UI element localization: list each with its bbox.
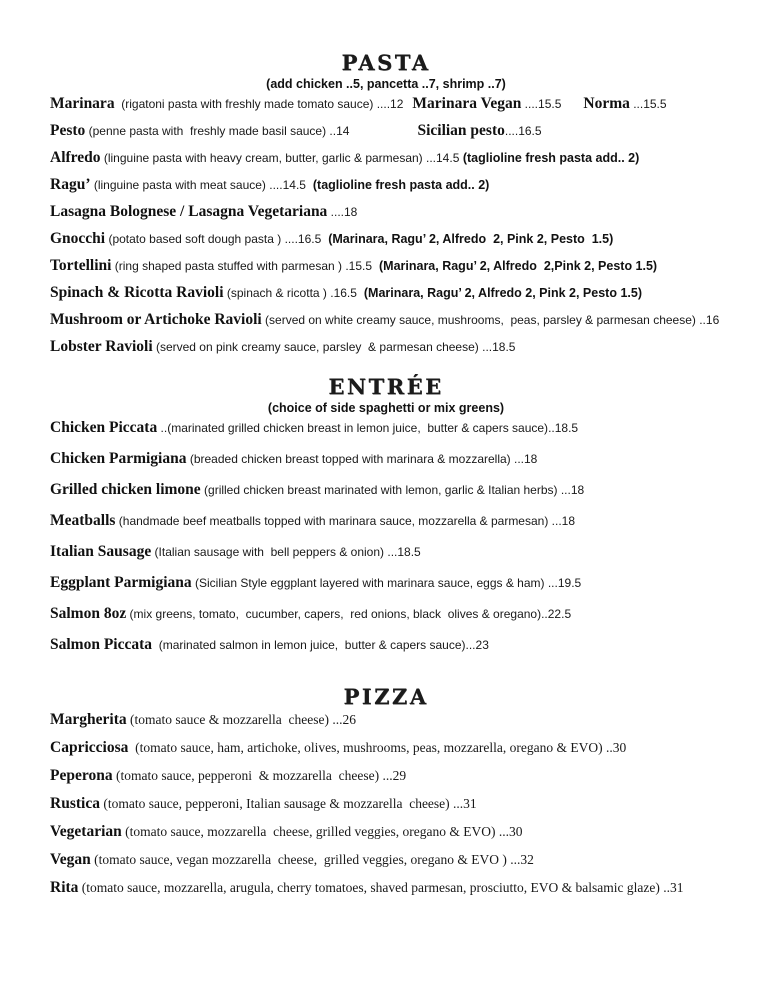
item-sibling (412, 95, 561, 112)
item-name: Tortellini (50, 257, 112, 274)
menu-item-row (50, 823, 768, 841)
item-description: (ring shaped pasta stuffed with parmesan ) (111, 259, 343, 273)
item-price: ..30 (602, 740, 627, 755)
item-name: Alfredo (50, 149, 101, 166)
item-price: ....18 (327, 205, 358, 219)
item-price: ...15.5 (629, 97, 667, 111)
item-name: Norma (583, 95, 630, 112)
item-price: ...32 (506, 852, 534, 867)
item-price: ...26 (329, 712, 357, 727)
menu-item-row (50, 543, 768, 561)
menu-item-row (50, 95, 768, 113)
menu-item-row (50, 257, 768, 275)
item-note: (Marinara, Ragu’ 2, Alfredo 2, Pink 2, Pesto 1.5) (321, 232, 614, 246)
item-description: (tomato sauce, pepperoni, Italian sausage & mozzarella cheese) (99, 796, 450, 811)
menu-item-row (50, 879, 768, 897)
item-price: ....16.5 (504, 124, 542, 138)
item-price: ...23 (465, 638, 489, 652)
item-name: Grilled chicken limone (50, 481, 201, 498)
item-price: ....16.5 (281, 232, 322, 246)
item-name: Margherita (50, 711, 127, 728)
item-description: (mix greens, tomato, cucumber, capers, red onions, black olives & oregano) (126, 607, 542, 621)
item-price: ...29 (379, 768, 407, 783)
section-subtitle: (add chicken ..5, pancetta ..7, shrimp ..7) (266, 77, 506, 91)
menu-item-row (50, 767, 768, 785)
item-description: (potato based soft dough pasta ) (105, 232, 282, 246)
section-items (0, 419, 772, 654)
item-sibling (417, 122, 541, 139)
item-description: (Italian sausage with bell peppers & onion) (151, 545, 385, 559)
menu-item-row (50, 481, 768, 499)
item-description: ..(marinated grilled chicken breast in lemon juice, butter & capers sauce) (157, 421, 549, 435)
item-price: ....12 (373, 97, 404, 111)
item-note: (taglioline fresh pasta add.. 2) (305, 178, 490, 192)
item-description: (tomato sauce & mozzarella cheese) (126, 712, 330, 727)
item-price: ...18 (548, 514, 576, 528)
item-price: ...19.5 (544, 576, 582, 590)
item-name: Chicken Piccata (50, 419, 158, 436)
item-name: Rita (50, 879, 79, 896)
menu-item-row (50, 203, 768, 221)
item-description: (penne pasta with freshly made basil sauce) (85, 124, 327, 138)
item-description: (tomato sauce, vegan mozzarella cheese, grilled veggies, oregano & EVO ) (90, 852, 507, 867)
item-description: (tomato sauce, mozzarella cheese, grilled veggies, oregano & EVO) (121, 824, 496, 839)
item-name: Sicilian pesto (417, 122, 505, 139)
item-name: Peperona (50, 767, 113, 784)
section-title: PIZZA (343, 684, 429, 709)
item-price: ...14.5 (422, 151, 460, 165)
item-name: Salmon Piccata (50, 636, 153, 653)
menu-item-row (50, 636, 768, 654)
menu-item-row (50, 739, 768, 757)
item-name: Chicken Parmigiana (50, 450, 187, 467)
item-price: ....14.5 (265, 178, 306, 192)
menu-item-row (50, 149, 768, 167)
item-price: .16.5 (326, 286, 357, 300)
section-subtitle: (choice of side spaghetti or mix greens) (267, 401, 505, 415)
section-entree (0, 374, 772, 654)
item-name: Vegetarian (50, 823, 122, 840)
item-name: Mushroom or Artichoke Ravioli (50, 311, 262, 328)
item-description: (spinach & ricotta ) (223, 286, 327, 300)
item-price: ...30 (495, 824, 523, 839)
menu-item-row (50, 419, 768, 437)
menu-item-row (50, 605, 768, 623)
item-note: (taglioline fresh pasta add.. 2) (459, 151, 640, 165)
item-price: ....15.5 (521, 97, 562, 111)
item-name: Spinach & Ricotta Ravioli (50, 284, 224, 301)
item-price: ..22.5 (541, 607, 572, 621)
menu-item-row (50, 176, 768, 194)
item-description: (served on white creamy sauce, mushrooms, peas, parsley & parmesan cheese) (261, 313, 696, 327)
item-description: (rigatoni pasta with freshly made tomato sauce) (114, 97, 374, 111)
item-description: (tomato sauce, ham, artichoke, olives, mushrooms, peas, mozzarella, oregano & EVO) (128, 740, 603, 755)
section-pizza (0, 684, 772, 897)
item-price: ...18.5 (384, 545, 421, 559)
item-note: (Marinara, Ragu’ 2, Alfredo 2,Pink 2, Pesto 1.5) (372, 259, 658, 273)
item-description: (handmade beef meatballs topped with marinara sauce, mozzarella & parmesan) (115, 514, 549, 528)
item-price: ...31 (449, 796, 477, 811)
item-name: Vegan (50, 851, 91, 868)
item-name: Marinara Vegan (412, 95, 522, 112)
menu-item-row (50, 450, 768, 468)
item-name: Capricciosa (50, 739, 129, 756)
item-price: ..31 (659, 880, 684, 895)
section-items (0, 95, 772, 356)
item-description: (Sicilian Style eggplant layered with marinara sauce, eggs & ham) (191, 576, 545, 590)
item-description: (grilled chicken breast marinated with lemon, garlic & Italian herbs) (200, 483, 558, 497)
menu-item-row (50, 284, 768, 302)
item-note: (Marinara, Ragu’ 2, Alfredo 2, Pink 2, Pesto 1.5) (356, 286, 642, 300)
menu-item-row (50, 230, 768, 248)
menu-item-row (50, 311, 768, 329)
item-name: Meatballs (50, 512, 116, 529)
menu-item-row (50, 122, 768, 140)
menu-item-row (50, 795, 768, 813)
item-sibling (583, 95, 666, 112)
item-description: (breaded chicken breast topped with marinara & mozzarella) (186, 452, 511, 466)
item-description: (linguine pasta with meat sauce) (90, 178, 266, 192)
item-description: (linguine pasta with heavy cream, butter, garlic & parmesan) (100, 151, 423, 165)
item-name: Ragu’ (50, 176, 91, 193)
item-description: (marinated salmon in lemon juice, butter & capers sauce) (152, 638, 466, 652)
item-name: Lobster Ravioli (50, 338, 153, 355)
item-price: .15.5 (342, 259, 373, 273)
item-name: Italian Sausage (50, 543, 152, 560)
menu-item-row (50, 512, 768, 530)
section-title: ENTRÉE (328, 374, 444, 399)
item-price: ...18 (510, 452, 538, 466)
item-name: Pesto (50, 122, 86, 139)
menu-item-row (50, 851, 768, 869)
item-description: (tomato sauce, mozzarella, arugula, cherry tomatoes, shaved parmesan, prosciutto, EVO & balsamic glaze) (78, 880, 660, 895)
item-price: ..16 (695, 313, 720, 327)
item-name: Salmon 8oz (50, 605, 127, 622)
item-price: ...18.5 (478, 340, 516, 354)
section-items (0, 711, 772, 897)
menu-item-row (50, 338, 768, 356)
item-price: ...18 (557, 483, 585, 497)
item-price: ..14 (326, 124, 350, 138)
section-title: PASTA (341, 50, 431, 75)
item-name: Lasagna Bolognese / Lasagna Vegetariana (50, 203, 328, 220)
item-description: (served on pink creamy sauce, parsley & parmesan cheese) (152, 340, 479, 354)
item-description: (tomato sauce, pepperoni & mozzarella cheese) (112, 768, 380, 783)
section-pasta (0, 0, 772, 356)
item-name: Eggplant Parmigiana (50, 574, 192, 591)
menu-item-row (50, 711, 768, 729)
item-name: Marinara (50, 95, 115, 112)
menu-item-row (50, 574, 768, 592)
item-name: Rustica (50, 795, 100, 812)
item-price: ..18.5 (548, 421, 579, 435)
item-name: Gnocchi (50, 230, 106, 247)
